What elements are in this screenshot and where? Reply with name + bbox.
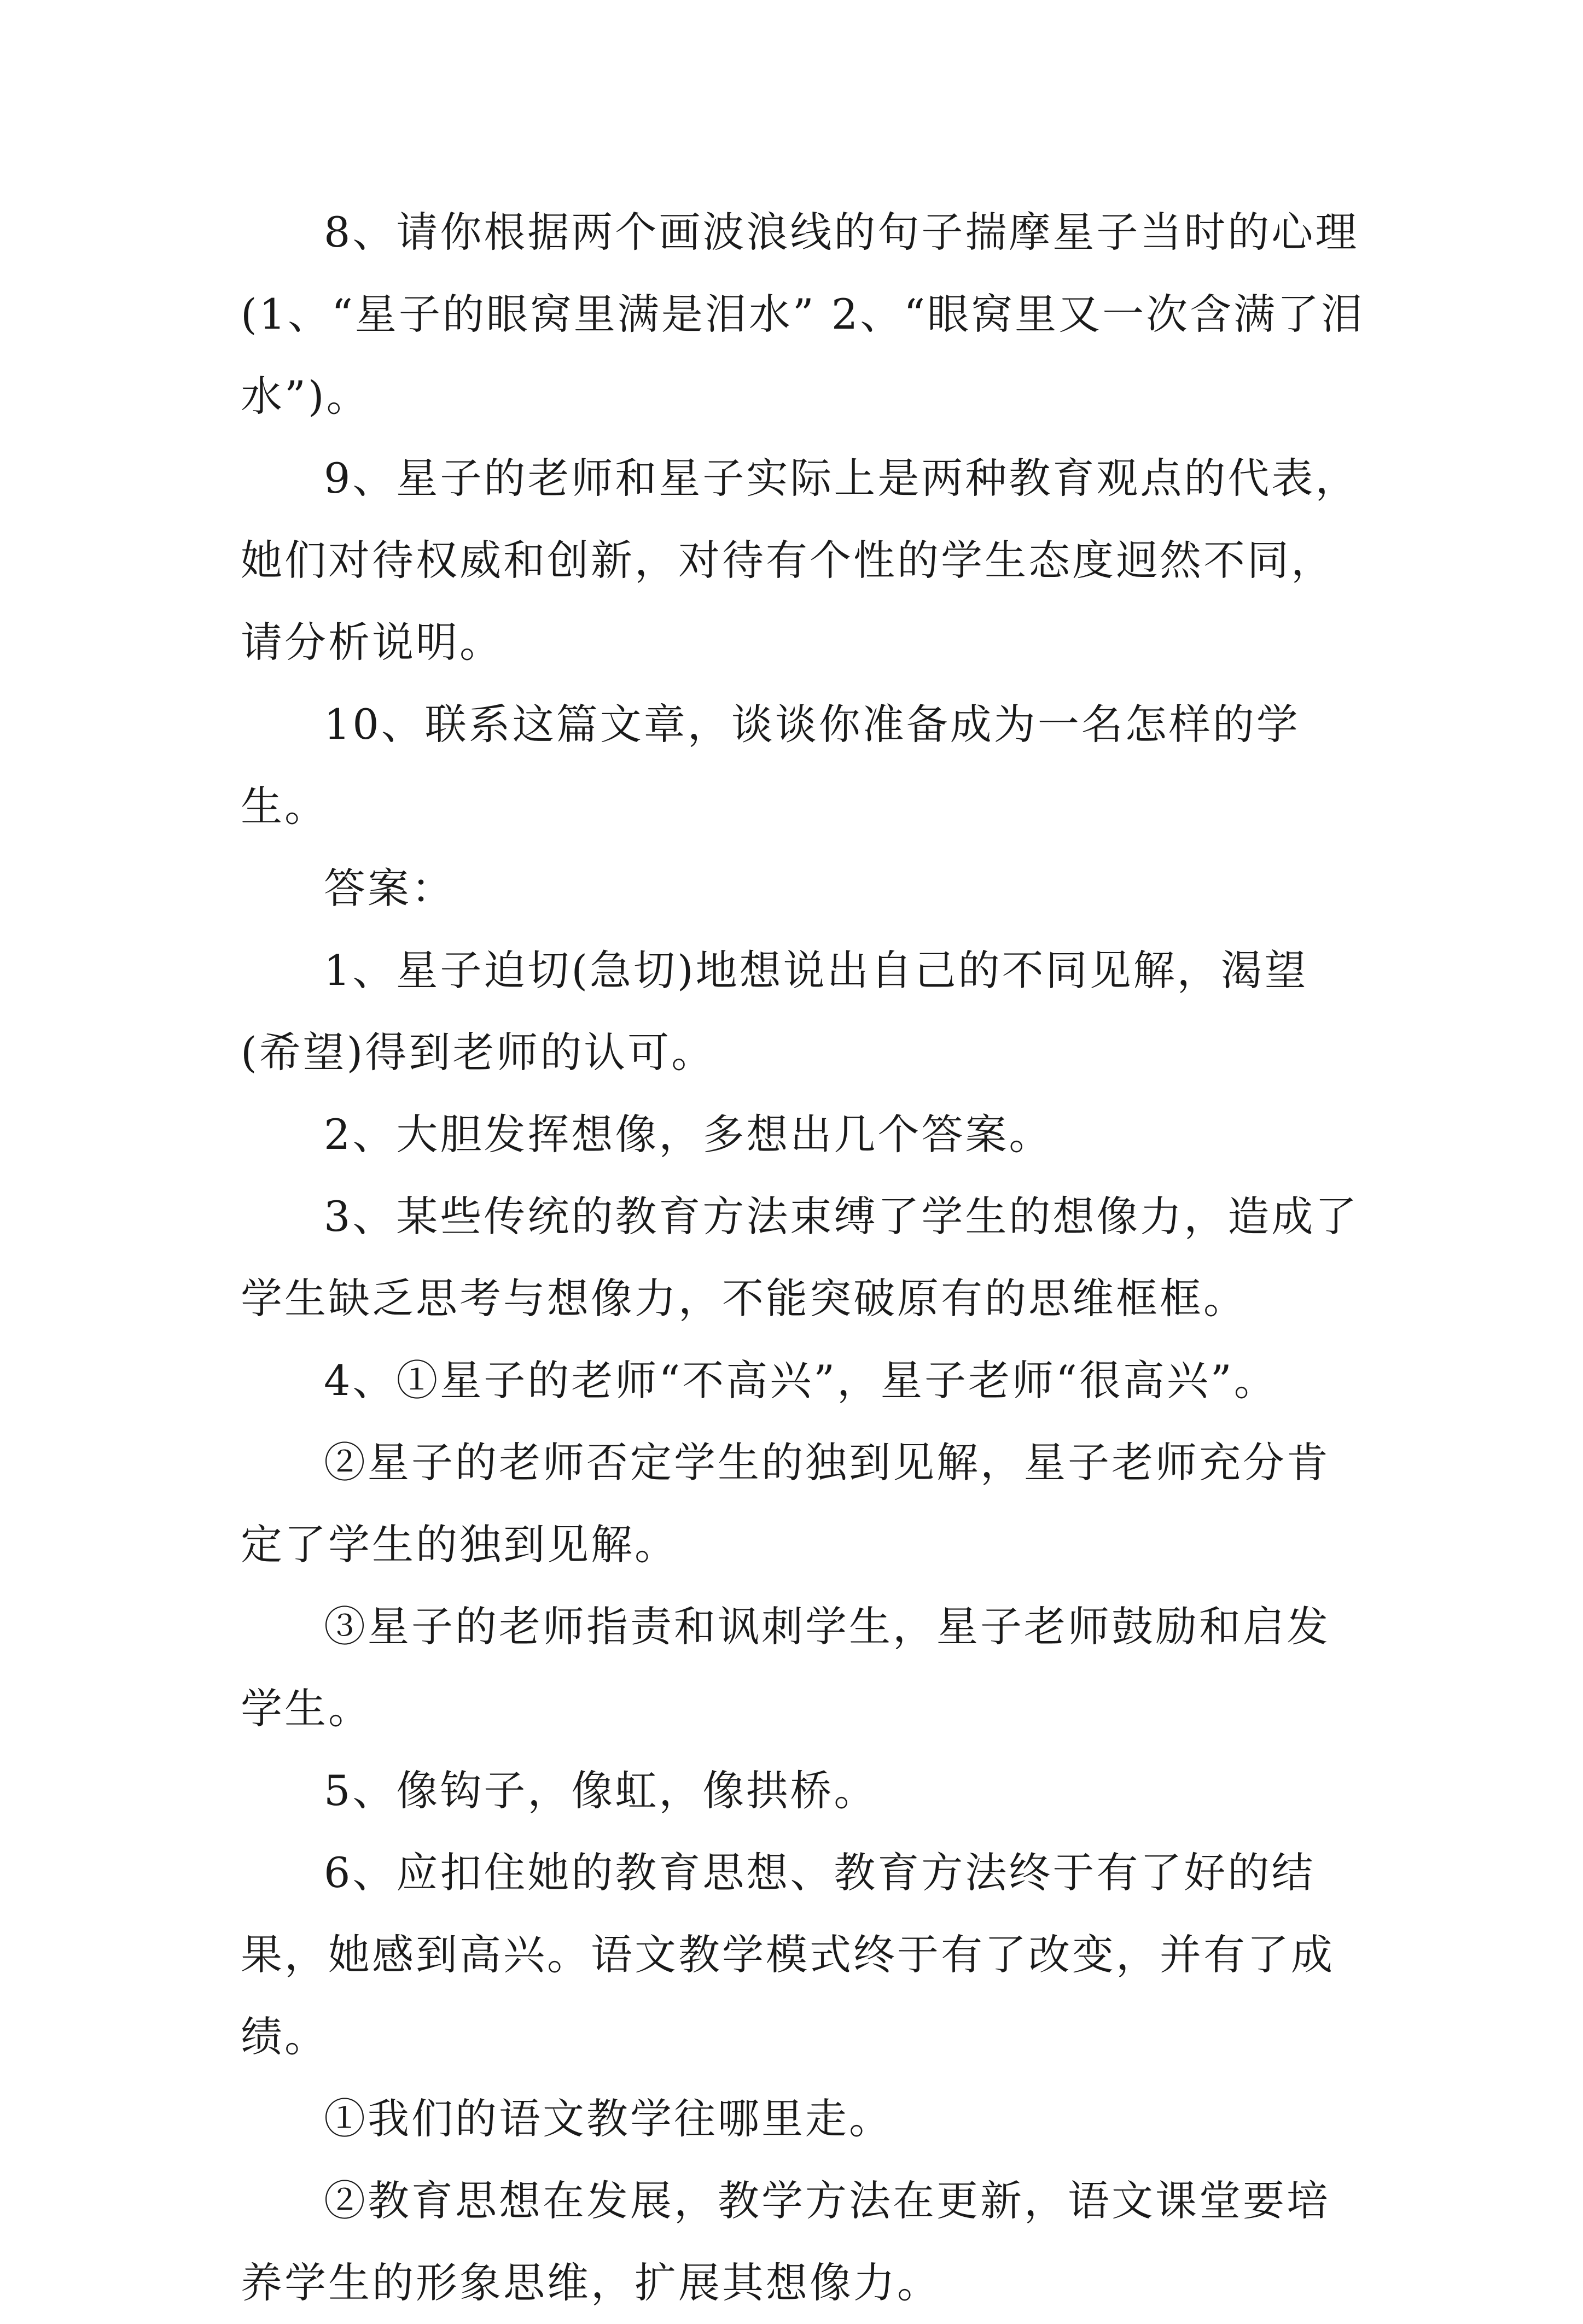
answer-6: 6、应扣住她的教育思想、教育方法终于有了好的结果，她感到高兴。语文教学模式终于有了改变，并有了成绩。 <box>241 1848 1335 2061</box>
answer-1: 1、星子迫切(急切)地想说出自己的不同见解，渴望(希望)得到老师的认可。 <box>241 946 1308 1077</box>
answer-4-part-1: 4、①星子的老师“不高兴”，星子老师“很高兴”。 <box>324 1356 1278 1405</box>
question-10: 10、联系这篇文章，谈谈你准备成为一名怎样的学生。 <box>241 700 1300 831</box>
answer-6-part-2: ②教育思想在发展，教学方法在更新，语文课堂要培养学生的形象思维，扩展其想像力。 <box>241 2176 1330 2307</box>
answer-3: 3、某些传统的教育方法束缚了学生的想像力，造成了学生缺乏思考与想像力，不能突破原有的思维框框。 <box>241 1192 1359 1323</box>
answer-6-part-1: ①我们的语文教学往哪里走。 <box>324 2094 893 2143</box>
answer-4-part-3: ③星子的老师指责和讽刺学生，星子老师鼓励和启发学生。 <box>241 1602 1330 1733</box>
answer-4-part-2: ②星子的老师否定学生的独到见解，星子老师充分肯定了学生的独到见解。 <box>241 1438 1330 1569</box>
answer-5: 5、像钩子，像虹，像拱桥。 <box>324 1766 878 1815</box>
question-9: 9、星子的老师和星子实际上是两种教育观点的代表，她们对待权威和创新，对待有个性的学生态度迥然不同，请分析说明。 <box>241 454 1359 667</box>
question-8: 8、请你根据两个画波浪线的句子揣摩星子当时的心理(1、“星子的眼窝里满是泪水” 2、“眼窝里又一次含满了泪水”)。 <box>241 208 1365 421</box>
document-body <box>241 191 1367 2324</box>
answer-heading: 答案： <box>324 864 455 913</box>
answer-2: 2、大胆发挥想像，多想出几个答案。 <box>324 1110 1053 1159</box>
